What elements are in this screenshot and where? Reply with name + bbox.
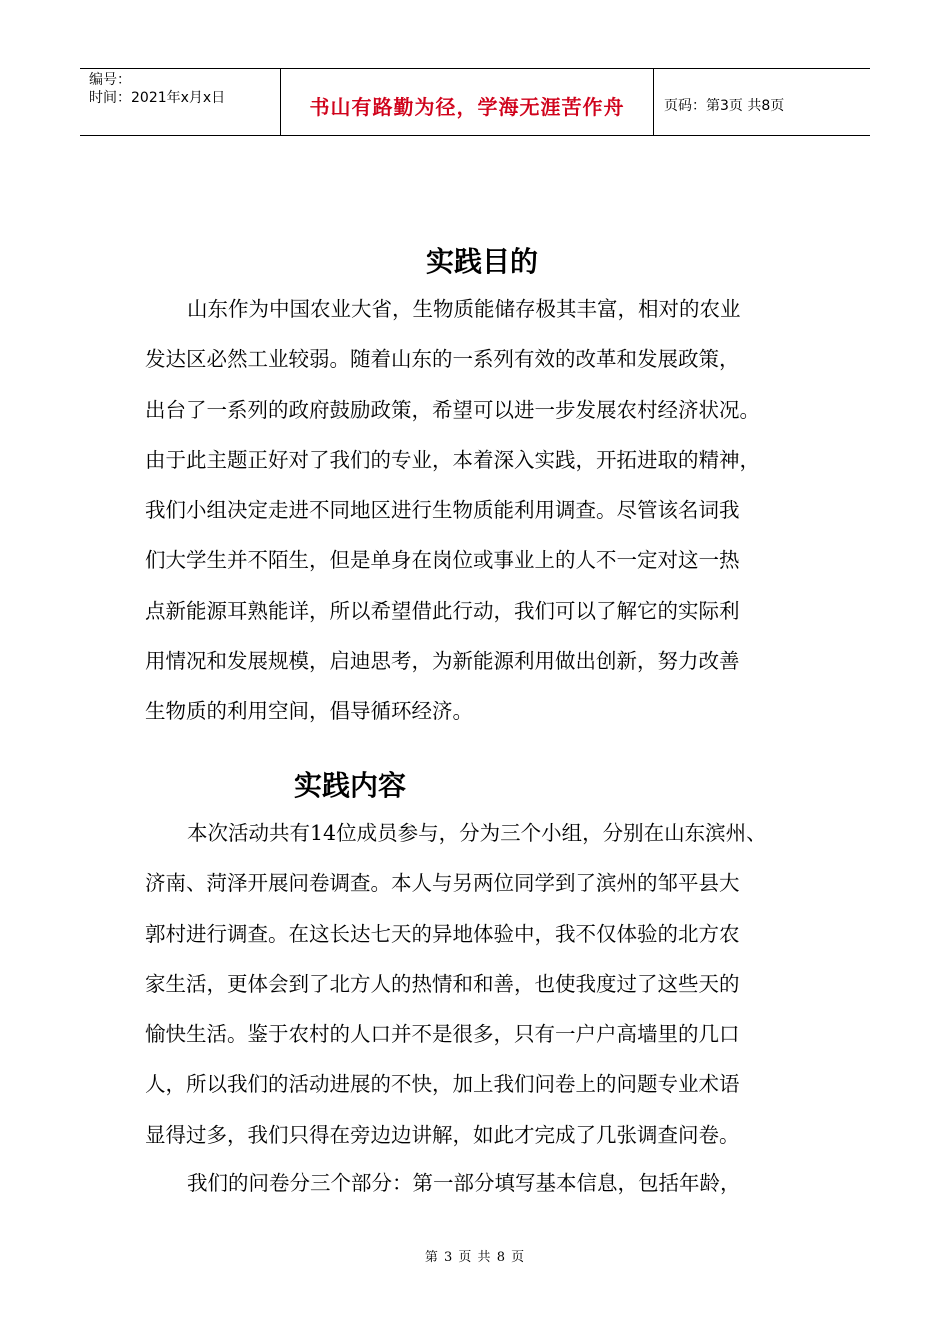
paragraph-line: 显得过多，我们只得在旁边边讲解，如此才完成了几张调查问卷。	[145, 1122, 740, 1147]
header-motto-cell	[281, 69, 654, 135]
paragraph-line: 我们小组决定走进不同地区进行生物质能利用调查。尽管该名词我	[145, 498, 740, 523]
paragraph-line: 济南、菏泽开展问卷调查。本人与另两位同学到了滨州的邹平县大	[145, 871, 740, 896]
page-info: 页码：第3页 共8页	[664, 98, 785, 114]
paragraph-content	[145, 808, 825, 1160]
paragraph-purpose	[145, 284, 825, 737]
paragraph-line: 本次活动共有14位成员参与，分为三个小组，分别在山东滨州、	[187, 821, 767, 845]
paragraph-line: 生物质的利用空间，倡导循环经济。	[145, 699, 473, 724]
motto-text: 书山有路勤为径，学海无涯苦作舟	[309, 94, 625, 119]
paragraph-line: 人，所以我们的活动进展的不快，加上我们问卷上的问题专业术语	[145, 1072, 740, 1097]
paragraph-line: 点新能源耳熟能详，所以希望借此行动，我们可以了解它的实际利	[145, 598, 740, 623]
header-meta-cell	[80, 69, 281, 135]
date-label: 时间：2021年x月x日	[89, 90, 226, 106]
paragraph-line: 发达区必然工业较弱。随着山东的一系列有效的改革和发展政策，	[145, 347, 740, 372]
section-title-content: 实践内容	[294, 769, 407, 802]
paragraph-line: 家生活，更体会到了北方人的热情和和善，也使我度过了这些天的	[145, 971, 740, 996]
header-page-cell	[654, 72, 870, 138]
paragraph-line: 郭村进行调查。在这长达七天的异地体验中，我不仅体验的北方农	[145, 921, 740, 946]
page-footer: 第 3 页 共 8 页	[424, 1250, 526, 1265]
header-table	[80, 68, 870, 136]
paragraph-line: 我们的问卷分三个部分：第一部分填写基本信息，包括年龄，	[187, 1171, 741, 1195]
paragraph-line: 用情况和发展规模，启迪思考，为新能源利用做出创新，努力改善	[145, 649, 740, 674]
doc-number-label: 编号：	[89, 72, 131, 88]
paragraph-line: 们大学生并不陌生，但是单身在岗位或事业上的人不一定对这一热	[145, 548, 740, 573]
paragraph-line: 愉快生活。鉴于农村的人口并不是很多，只有一户户高墙里的几口	[145, 1022, 740, 1047]
paragraph-line: 由于此主题正好对了我们的专业，本着深入实践，开拓进取的精神，	[145, 447, 760, 472]
section-title-purpose: 实践目的	[426, 245, 539, 278]
paragraph-line: 出台了一系列的政府鼓励政策，希望可以进一步发展农村经济状况。	[145, 397, 760, 422]
paragraph-line: 山东作为中国农业大省，生物质能储存极其丰富，相对的农业	[187, 297, 741, 321]
paragraph-questionnaire	[145, 1158, 825, 1208]
